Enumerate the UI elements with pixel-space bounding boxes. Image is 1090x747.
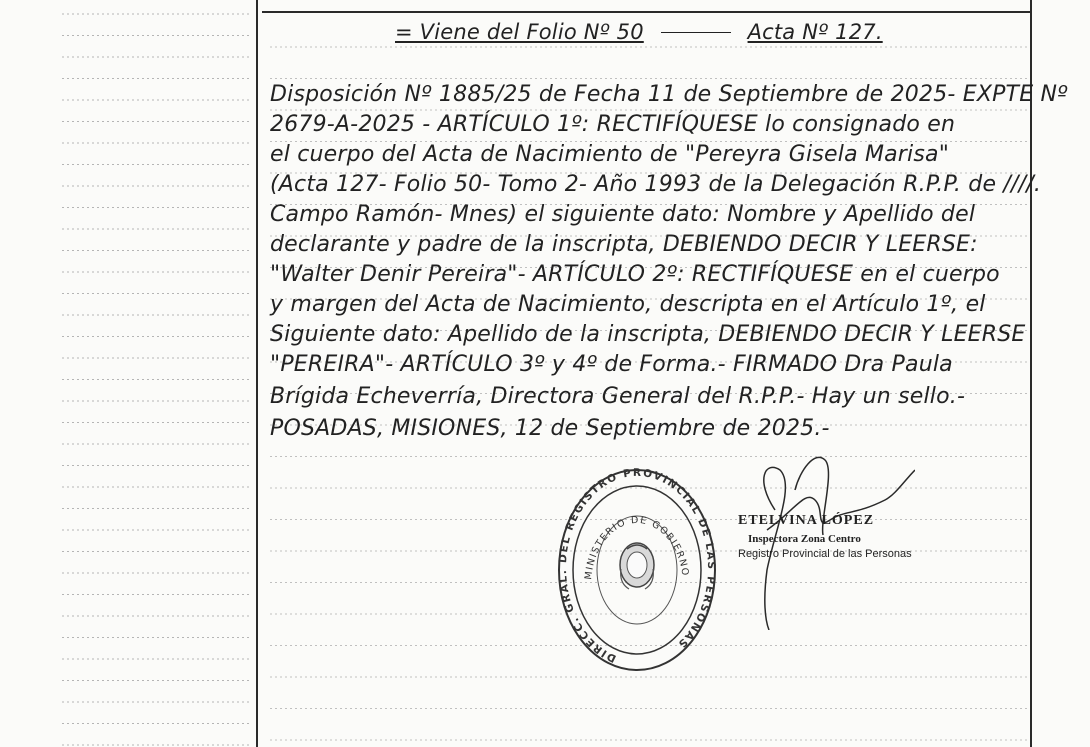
- body-line: 2679-A-2025 - ARTÍCULO 1º: RECTIFÍQUESE lo consignado en: [270, 112, 956, 137]
- stamp-inner-text: MINISTERIO DE GOBIERNO: [583, 514, 691, 581]
- official-seal: [738, 513, 938, 560]
- acta-number: Acta Nº 127.: [747, 20, 883, 44]
- seal-name: ETELVINA LÓPEZ: [738, 513, 875, 528]
- seal-role: Inspectora Zona Centro: [748, 533, 861, 545]
- body-line: Brígida Echeverría, Directora General del R.P.P.- Hay un sello.-: [270, 384, 966, 409]
- left-border-line: [256, 0, 258, 747]
- body-line: declarante y padre de la inscripta, DEBIENDO DECIR Y LEERSE:: [270, 232, 978, 257]
- body-line: Siguiente dato: Apellido de la inscripta, DEBIENDO DECIR Y LEERSE: [270, 322, 1026, 347]
- body-line: Campo Ramón- Mnes) el siguiente dato: Nombre y Apellido del: [270, 202, 976, 227]
- body-line: POSADAS, MISIONES, 12 de Septiembre de 2025.-: [270, 416, 830, 441]
- body-line: y margen del Acta de Nacimiento, descripta en el Artículo 1º, el: [270, 292, 986, 317]
- body-line: (Acta 127- Folio 50- Tomo 2- Año 1993 de la Delegación R.P.P. de ////.: [270, 172, 1042, 197]
- right-border-line: [1030, 0, 1032, 747]
- header-line: [395, 20, 883, 44]
- seal-organization: Registro Provincial de las Personas: [738, 548, 912, 560]
- stamp-outer-text: DIRECC. GRAL. DEL REGISTRO PROVINCIAL DE LAS PERSONAS: [557, 466, 718, 665]
- left-margin-ruling: [62, 0, 252, 747]
- folio-reference: = Viene del Folio Nº 50: [395, 20, 644, 44]
- body-line: el cuerpo del Acta de Nacimiento de "Pereyra Gisela Marisa": [270, 142, 950, 167]
- coat-of-arms-icon: [620, 543, 654, 589]
- body-line: Disposición Nº 1885/25 de Fecha 11 de Septiembre de 2025- EXPTE Nº: [270, 82, 1068, 107]
- body-line: "PEREIRA"- ARTÍCULO 3º y 4º de Forma.- FIRMADO Dra Paula: [270, 352, 953, 377]
- body-line: "Walter Denir Pereira"- ARTÍCULO 2º: RECTIFÍQUESE en el cuerpo: [270, 262, 1000, 287]
- top-border-line: [262, 11, 1030, 13]
- official-stamp: [555, 465, 720, 675]
